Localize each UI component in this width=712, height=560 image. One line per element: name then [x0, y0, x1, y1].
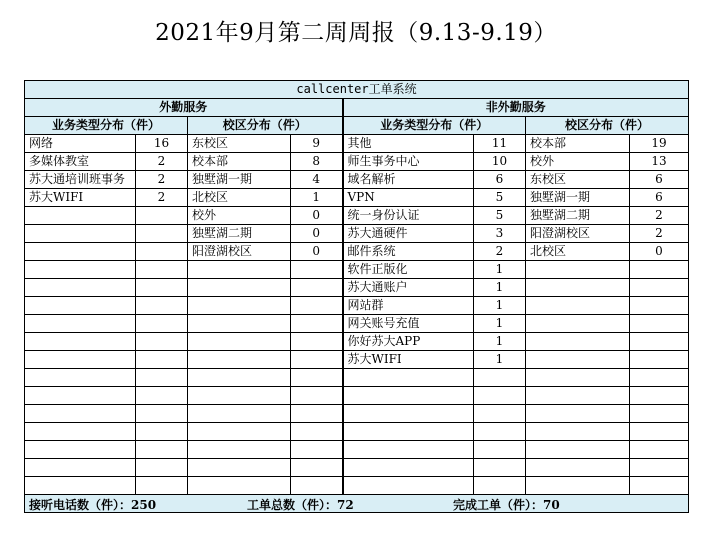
- offsite-business-name-cell: [343, 423, 474, 441]
- offsite-campus-name-cell: [526, 351, 630, 369]
- onsite-campus-name-cell: 独墅湖一期: [188, 171, 291, 189]
- offsite-campus-count-cell: [630, 297, 689, 315]
- table-row: [25, 315, 689, 333]
- onsite-business-name-cell: [25, 225, 136, 243]
- offsite-campus-count-cell: 6: [630, 171, 689, 189]
- onsite-business-count-cell: [136, 333, 188, 351]
- offsite-campus-count-cell: 19: [630, 135, 689, 153]
- offsite-campus-name-cell: 北校区: [526, 243, 630, 261]
- offsite-business-count-cell: 1: [474, 333, 526, 351]
- onsite-campus-name-cell: 校本部: [188, 153, 291, 171]
- offsite-business-count-cell: 11: [474, 135, 526, 153]
- offsite-campus-name-cell: [526, 297, 630, 315]
- offsite-business-name-cell: 师生事务中心: [343, 153, 474, 171]
- offsite-business-count-cell: [474, 423, 526, 441]
- table-row: [25, 369, 689, 387]
- onsite-campus-count-cell: [291, 261, 343, 279]
- onsite-campus-count-cell: 4: [291, 171, 343, 189]
- onsite-business-name-cell: 苏大通培训班事务: [25, 171, 136, 189]
- table-row: [25, 243, 689, 261]
- offsite-business-name-cell: 苏大WIFI: [343, 351, 474, 369]
- onsite-campus-name-cell: [188, 441, 291, 459]
- onsite-business-count-cell: [136, 225, 188, 243]
- onsite-business-name-cell: [25, 351, 136, 369]
- onsite-business-name-cell: [25, 333, 136, 351]
- onsite-campus-count-cell: [291, 387, 343, 405]
- onsite-business-name-cell: 苏大WIFI: [25, 189, 136, 207]
- offsite-campus-name-cell: [526, 423, 630, 441]
- offsite-campus-name-cell: 校外: [526, 153, 630, 171]
- onsite-business-name-cell: [25, 243, 136, 261]
- onsite-business-count-cell: 2: [136, 171, 188, 189]
- offsite-campus-name-cell: 阳澄湖校区: [526, 225, 630, 243]
- offsite-business-name-cell: [343, 387, 474, 405]
- onsite-business-name-cell: [25, 315, 136, 333]
- onsite-campus-count-cell: [291, 441, 343, 459]
- offsite-campus-name-cell: [526, 261, 630, 279]
- onsite-business-count-cell: 2: [136, 189, 188, 207]
- offsite-business-name-cell: 统一身份认证: [343, 207, 474, 225]
- onsite-business-name-cell: [25, 387, 136, 405]
- onsite-campus-count-cell: 0: [291, 225, 343, 243]
- onsite-business-count-cell: [136, 279, 188, 297]
- table-row: [25, 405, 689, 423]
- offsite-campus-name-cell: 独墅湖一期: [526, 189, 630, 207]
- onsite-campus-count-cell: [291, 477, 343, 495]
- offsite-business-name-cell: 网关账号充值: [343, 315, 474, 333]
- table-row: [25, 207, 689, 225]
- onsite-campus-name-cell: [188, 297, 291, 315]
- onsite-campus-count-cell: [291, 369, 343, 387]
- onsite-campus-name-cell: [188, 387, 291, 405]
- onsite-campus-name-cell: [188, 369, 291, 387]
- onsite-business-header: 业务类型分布（件）: [25, 117, 188, 135]
- onsite-campus-count-cell: [291, 315, 343, 333]
- offsite-business-count-cell: 2: [474, 243, 526, 261]
- offsite-business-count-cell: 5: [474, 189, 526, 207]
- offsite-business-count-cell: 5: [474, 207, 526, 225]
- offsite-business-count-cell: [474, 477, 526, 495]
- table-row: [25, 171, 689, 189]
- offsite-campus-name-cell: [526, 315, 630, 333]
- onsite-campus-name-cell: [188, 279, 291, 297]
- onsite-business-name-cell: [25, 369, 136, 387]
- offsite-campus-count-cell: [630, 459, 689, 477]
- onsite-business-name-cell: [25, 261, 136, 279]
- offsite-campus-count-cell: 2: [630, 225, 689, 243]
- offsite-business-name-cell: 苏大通硬件: [343, 225, 474, 243]
- offsite-campus-name-cell: [526, 333, 630, 351]
- offsite-business-name-cell: VPN: [343, 189, 474, 207]
- onsite-campus-name-cell: 东校区: [188, 135, 291, 153]
- onsite-campus-count-cell: [291, 279, 343, 297]
- offsite-campus-name-cell: 独墅湖二期: [526, 207, 630, 225]
- onsite-business-name-cell: [25, 405, 136, 423]
- onsite-campus-count-cell: 0: [291, 207, 343, 225]
- onsite-campus-name-cell: 北校区: [188, 189, 291, 207]
- offsite-business-count-cell: 1: [474, 351, 526, 369]
- onsite-business-count-cell: [136, 441, 188, 459]
- offsite-business-count-cell: [474, 405, 526, 423]
- offsite-campus-count-cell: [630, 441, 689, 459]
- offsite-campus-count-cell: 6: [630, 189, 689, 207]
- onsite-business-count-cell: [136, 459, 188, 477]
- system-name: callcenter工单系统: [25, 81, 689, 99]
- table-row: [25, 189, 689, 207]
- footer-row: [25, 495, 689, 513]
- onsite-business-count-cell: [136, 387, 188, 405]
- onsite-business-name-cell: [25, 459, 136, 477]
- onsite-campus-name-cell: 阳澄湖校区: [188, 243, 291, 261]
- table-row: [25, 477, 689, 495]
- offsite-section-header: 非外勤服务: [343, 99, 689, 117]
- offsite-business-count-cell: 1: [474, 279, 526, 297]
- offsite-campus-name-cell: 东校区: [526, 171, 630, 189]
- offsite-campus-header: 校区分布（件）: [526, 117, 689, 135]
- onsite-section-header: 外勤服务: [25, 99, 343, 117]
- onsite-campus-name-cell: [188, 261, 291, 279]
- table-row: [25, 225, 689, 243]
- footer-summary: [25, 495, 689, 513]
- offsite-campus-count-cell: [630, 477, 689, 495]
- calls-summary: 接听电话数（件）：250: [29, 498, 157, 512]
- onsite-campus-name-cell: [188, 459, 291, 477]
- onsite-campus-header: 校区分布（件）: [188, 117, 343, 135]
- table-row: [25, 153, 689, 171]
- onsite-business-name-cell: [25, 279, 136, 297]
- onsite-business-name-cell: 多媒体教室: [25, 153, 136, 171]
- offsite-campus-name-cell: [526, 441, 630, 459]
- offsite-campus-count-cell: [630, 351, 689, 369]
- onsite-business-count-cell: [136, 423, 188, 441]
- offsite-business-name-cell: 苏大通账户: [343, 279, 474, 297]
- offsite-campus-count-cell: [630, 279, 689, 297]
- offsite-business-name-cell: [343, 477, 474, 495]
- offsite-campus-name-cell: 校本部: [526, 135, 630, 153]
- offsite-business-name-cell: 你好苏大APP: [343, 333, 474, 351]
- offsite-business-count-cell: 6: [474, 171, 526, 189]
- onsite-business-count-cell: [136, 405, 188, 423]
- offsite-campus-count-cell: [630, 315, 689, 333]
- completed-summary: 完成工单（件）：70: [453, 498, 560, 512]
- onsite-business-name-cell: [25, 441, 136, 459]
- onsite-campus-name-cell: 校外: [188, 207, 291, 225]
- offsite-campus-count-cell: [630, 369, 689, 387]
- report-table: [24, 80, 689, 513]
- onsite-campus-count-cell: 0: [291, 243, 343, 261]
- offsite-campus-name-cell: [526, 387, 630, 405]
- page-title: 2021年9月第二周周报（9.13-9.19）: [155, 20, 557, 46]
- offsite-business-name-cell: 软件正版化: [343, 261, 474, 279]
- onsite-business-count-cell: [136, 351, 188, 369]
- onsite-campus-name-cell: [188, 477, 291, 495]
- offsite-business-count-cell: [474, 459, 526, 477]
- onsite-campus-count-cell: 1: [291, 189, 343, 207]
- onsite-campus-count-cell: [291, 351, 343, 369]
- offsite-campus-name-cell: [526, 477, 630, 495]
- onsite-campus-name-cell: 独墅湖二期: [188, 225, 291, 243]
- table-row: [25, 387, 689, 405]
- onsite-business-count-cell: [136, 243, 188, 261]
- onsite-campus-name-cell: [188, 351, 291, 369]
- onsite-business-count-cell: [136, 315, 188, 333]
- offsite-business-name-cell: [343, 441, 474, 459]
- offsite-business-count-cell: [474, 369, 526, 387]
- table-row: [25, 441, 689, 459]
- onsite-business-count-cell: [136, 369, 188, 387]
- offsite-business-name-cell: [343, 369, 474, 387]
- onsite-business-count-cell: [136, 477, 188, 495]
- onsite-business-count-cell: [136, 261, 188, 279]
- offsite-campus-name-cell: [526, 405, 630, 423]
- table-row: [25, 261, 689, 279]
- table-row: [25, 423, 689, 441]
- offsite-business-header: 业务类型分布（件）: [343, 117, 526, 135]
- onsite-business-name-cell: [25, 207, 136, 225]
- offsite-business-count-cell: 1: [474, 261, 526, 279]
- offsite-campus-name-cell: [526, 279, 630, 297]
- onsite-campus-name-cell: [188, 423, 291, 441]
- onsite-campus-count-cell: [291, 333, 343, 351]
- offsite-business-count-cell: [474, 387, 526, 405]
- onsite-business-name-cell: [25, 297, 136, 315]
- onsite-campus-count-cell: [291, 405, 343, 423]
- onsite-campus-count-cell: [291, 423, 343, 441]
- offsite-campus-count-cell: [630, 261, 689, 279]
- offsite-campus-count-cell: 2: [630, 207, 689, 225]
- offsite-business-count-cell: [474, 441, 526, 459]
- offsite-campus-name-cell: [526, 369, 630, 387]
- table-row: [25, 135, 689, 153]
- table-row: [25, 297, 689, 315]
- onsite-business-name-cell: [25, 477, 136, 495]
- onsite-business-count-cell: 16: [136, 135, 188, 153]
- onsite-campus-count-cell: 9: [291, 135, 343, 153]
- offsite-campus-name-cell: [526, 459, 630, 477]
- offsite-business-name-cell: 邮件系统: [343, 243, 474, 261]
- table-row: [25, 333, 689, 351]
- onsite-campus-name-cell: [188, 405, 291, 423]
- offsite-campus-count-cell: [630, 423, 689, 441]
- onsite-business-name-cell: 网络: [25, 135, 136, 153]
- offsite-business-name-cell: [343, 459, 474, 477]
- offsite-campus-count-cell: [630, 333, 689, 351]
- offsite-business-count-cell: 1: [474, 297, 526, 315]
- offsite-campus-count-cell: 13: [630, 153, 689, 171]
- offsite-business-count-cell: 1: [474, 315, 526, 333]
- onsite-campus-count-cell: 8: [291, 153, 343, 171]
- total-orders-summary: 工单总数（件）：72: [247, 498, 354, 512]
- onsite-campus-count-cell: [291, 297, 343, 315]
- offsite-business-count-cell: 10: [474, 153, 526, 171]
- onsite-business-count-cell: [136, 297, 188, 315]
- offsite-campus-count-cell: [630, 405, 689, 423]
- onsite-business-count-cell: [136, 207, 188, 225]
- onsite-business-name-cell: [25, 423, 136, 441]
- onsite-campus-name-cell: [188, 333, 291, 351]
- onsite-campus-count-cell: [291, 459, 343, 477]
- offsite-campus-count-cell: [630, 387, 689, 405]
- offsite-business-name-cell: 域名解析: [343, 171, 474, 189]
- table-row: [25, 279, 689, 297]
- table-row: [25, 459, 689, 477]
- onsite-campus-name-cell: [188, 315, 291, 333]
- offsite-business-count-cell: 3: [474, 225, 526, 243]
- table-row: [25, 351, 689, 369]
- offsite-business-name-cell: 网站群: [343, 297, 474, 315]
- offsite-business-name-cell: [343, 405, 474, 423]
- onsite-business-count-cell: 2: [136, 153, 188, 171]
- offsite-campus-count-cell: 0: [630, 243, 689, 261]
- offsite-business-name-cell: 其他: [343, 135, 474, 153]
